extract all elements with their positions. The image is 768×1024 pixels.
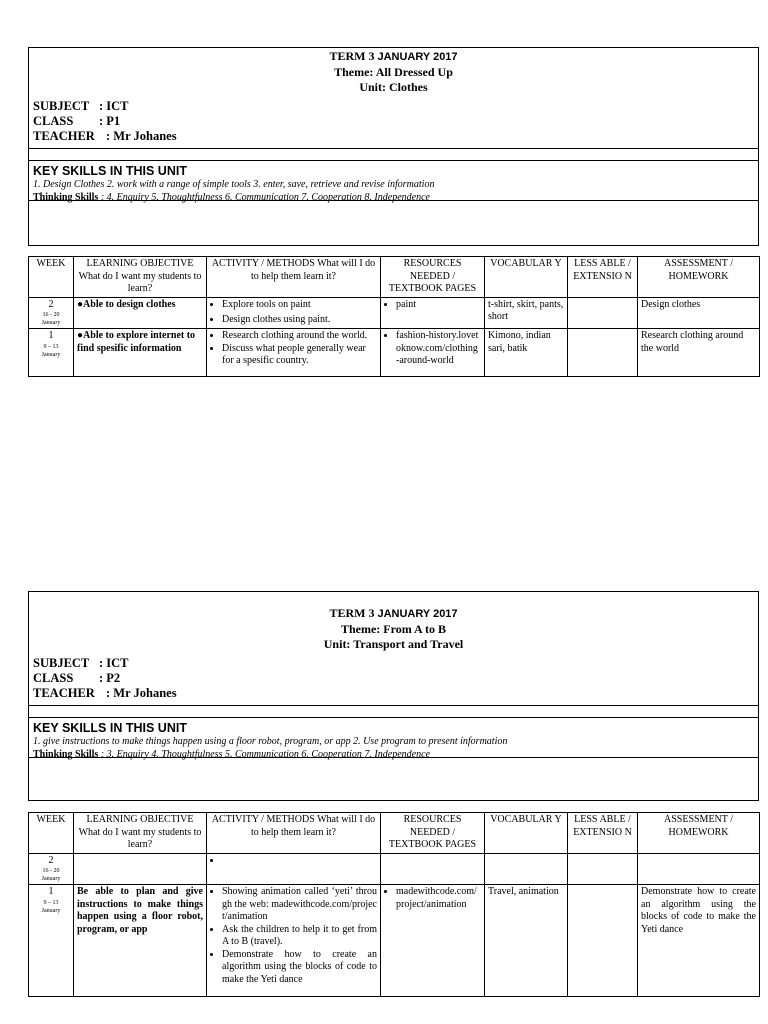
plan1-term: TERM 3 (329, 49, 375, 63)
vocabulary-cell: t-shirt, skirt, pants, short (485, 297, 568, 329)
plan2-title-block (29, 592, 758, 652)
week-month: January (41, 907, 61, 914)
col-objective: LEARNING OBJECTIVE What do I want my students to learn? (74, 257, 207, 298)
plan2-key-title: KEY SKILLS IN THIS UNIT (33, 721, 187, 735)
plan1-title-block (29, 48, 758, 95)
col-less-able: LESS ABLE / EXTENSIO N (568, 813, 638, 854)
col-vocabulary: VOCABULAR Y (485, 813, 568, 854)
activity-cell (207, 885, 381, 997)
table-row (29, 885, 760, 997)
col-less-able: LESS ABLE / EXTENSIO N (568, 257, 638, 298)
col-activity: ACTIVITY / METHODS What will I do to help them learn it? (207, 813, 381, 854)
plan2-separator (29, 705, 758, 717)
objective-cell: ●Able to explore internet to find spesific information (74, 329, 207, 377)
plan2-table (28, 812, 760, 997)
plan2-teacher: : Mr Johanes (106, 686, 177, 700)
less-able-cell (568, 329, 638, 377)
activity-cell (207, 297, 381, 329)
list-item: • fashion-history.lovetoknow.com/clothing-around-world (396, 330, 481, 368)
plan1-key-line: 1. Design Clothes 2. work with a range of simple tools 3. enter, save, retrieve and revise information (33, 179, 435, 190)
objective-cell: Be able to plan and give instructions to make things happen using a floor robot, program, or app (74, 885, 207, 997)
list-item: • Ask the children to help it to get from A to B (travel). (222, 924, 377, 949)
plan2-term: TERM 3 (329, 606, 375, 620)
resources-cell (381, 885, 485, 997)
plan2-key-line: 1. give instructions to make things happen using a floor robot, program, or app 2. Use program to present information (33, 736, 508, 747)
activity-list (210, 886, 377, 986)
week-number: 1 (48, 330, 54, 341)
plan1-month: JANUARY 2017 (377, 51, 458, 63)
col-activity: ACTIVITY / METHODS What will I do to help them learn it? (207, 257, 381, 298)
assessment-cell: Demonstrate how to create an algorithm using the blocks of code to make the Yeti dance (638, 885, 760, 997)
activity-list (210, 855, 377, 868)
plan1-blank-area (29, 200, 758, 245)
list-item: • Research clothing around the world. (222, 330, 377, 343)
vocabulary-cell: Kimono, indian sari, batik (485, 329, 568, 377)
assessment-cell (638, 853, 760, 885)
plan1-class: : P1 (99, 114, 121, 128)
list-item: • Explore tools on paint (222, 299, 377, 312)
objective-text: Able to design clothes (83, 298, 176, 310)
plan2-table-header (29, 813, 760, 854)
activity-list (210, 299, 377, 327)
resources-cell (381, 297, 485, 329)
plan1-key-title: KEY SKILLS IN THIS UNIT (33, 164, 187, 178)
week-number: 1 (48, 886, 54, 897)
plan1-key-skills (29, 160, 758, 203)
less-able-cell (568, 297, 638, 329)
plan2-subject: : ICT (99, 656, 129, 670)
objective-cell (74, 853, 207, 885)
plan2-teacher-label: TEACHER (33, 686, 95, 700)
plan2-thinking: : 3. Enquiry 4. Thoughtfulness 5. Communication 6. Cooperation 7. Independence (100, 749, 430, 760)
plan2-key-skills (29, 717, 758, 760)
plan2-info (29, 656, 758, 701)
resources-list (384, 330, 481, 368)
plan1-separator (29, 148, 758, 160)
col-resources: RESOURCES NEEDED / TEXTBOOK PAGES (381, 813, 485, 854)
week-month: January (41, 876, 61, 882)
resources-list (384, 886, 481, 911)
vocabulary-cell: Travel, animation (485, 885, 568, 997)
list-item: • paint (396, 299, 481, 312)
list-item: • Design clothes using paint. (222, 314, 377, 327)
col-week: WEEK (29, 813, 74, 854)
plan1-subject: : ICT (99, 99, 129, 113)
week-cell (29, 853, 74, 885)
plan1-thinking-label: Thinking Skills (33, 192, 99, 203)
week-month: January (41, 320, 61, 326)
table-row (29, 297, 760, 329)
week-cell (29, 885, 74, 997)
plan2-subject-label: SUBJECT (33, 656, 90, 670)
resources-cell (381, 329, 485, 377)
resources-list (384, 299, 481, 312)
plan2-header-box (28, 591, 759, 801)
activity-cell (207, 853, 381, 885)
plan1-info (29, 99, 758, 144)
col-vocabulary: VOCABULAR Y (485, 257, 568, 298)
week-dates: 16 - 20 (42, 868, 60, 874)
plan2-class-label: CLASS (33, 671, 74, 685)
plan1-table-header (29, 257, 760, 298)
plan1-table (28, 256, 760, 377)
week-dates: 9 – 13 (43, 343, 59, 350)
less-able-cell (568, 853, 638, 885)
week-cell (29, 329, 74, 377)
plan2-class: : P2 (99, 671, 121, 685)
plan1-class-label: CLASS (33, 114, 74, 128)
plan1-teacher: : Mr Johanes (106, 129, 177, 143)
week-dates: 16 - 20 (42, 312, 60, 318)
activity-cell (207, 329, 381, 377)
list-item: • Discuss what people generally wear for a spesific country. (222, 343, 377, 368)
col-week: WEEK (29, 257, 74, 298)
week-month: January (41, 351, 61, 358)
plan2-theme: Theme: From A to B (340, 622, 447, 636)
col-resources: RESOURCES NEEDED / TEXTBOOK PAGES (381, 257, 485, 298)
week-number: 2 (48, 854, 54, 866)
plan2-blank-area (29, 757, 758, 802)
week-cell (29, 297, 74, 329)
plan1-unit: Unit: Clothes (359, 80, 428, 94)
objective-cell: ●Able to design clothes (74, 297, 207, 329)
week-dates: 9 – 13 (43, 899, 59, 906)
col-objective: LEARNING OBJECTIVE What do I want my students to learn? (74, 813, 207, 854)
assessment-cell: Design clothes (638, 297, 760, 329)
plan1-subject-label: SUBJECT (33, 99, 90, 113)
vocabulary-cell (485, 853, 568, 885)
objective-text: Able to explore internet to find spesific information (77, 330, 196, 354)
plan2-unit: Unit: Transport and Travel (323, 637, 464, 651)
plan2-thinking-label: Thinking Skills (33, 749, 99, 760)
resources-cell (381, 853, 485, 885)
plan1-teacher-label: TEACHER (33, 129, 95, 143)
plan1-thinking: : 4. Enquiry 5. Thoughtfulness 6. Communication 7. Cooperation 8. Independence (100, 192, 430, 203)
week-number: 2 (48, 298, 54, 310)
assessment-cell: Research clothing around the world (638, 329, 760, 377)
activity-list (210, 330, 377, 368)
list-item (222, 855, 377, 868)
col-assessment: ASSESSMENT / HOMEWORK (638, 257, 760, 298)
list-item: • Showing animation called ‘yeti’ through the web: madewithcode.com/project/animation (222, 886, 377, 924)
table-row (29, 329, 760, 377)
plan1-theme: Theme: All Dressed Up (334, 65, 453, 79)
table-row (29, 853, 760, 885)
plan2-month: JANUARY 2017 (377, 608, 458, 620)
list-item: • Demonstrate how to create an algorithm using the blocks of code to make the Yeti dance (222, 949, 377, 987)
col-assessment: ASSESSMENT / HOMEWORK (638, 813, 760, 854)
plan1-header-box (28, 47, 759, 246)
list-item: • madewithcode.com/project/animation (396, 886, 481, 911)
less-able-cell (568, 885, 638, 997)
